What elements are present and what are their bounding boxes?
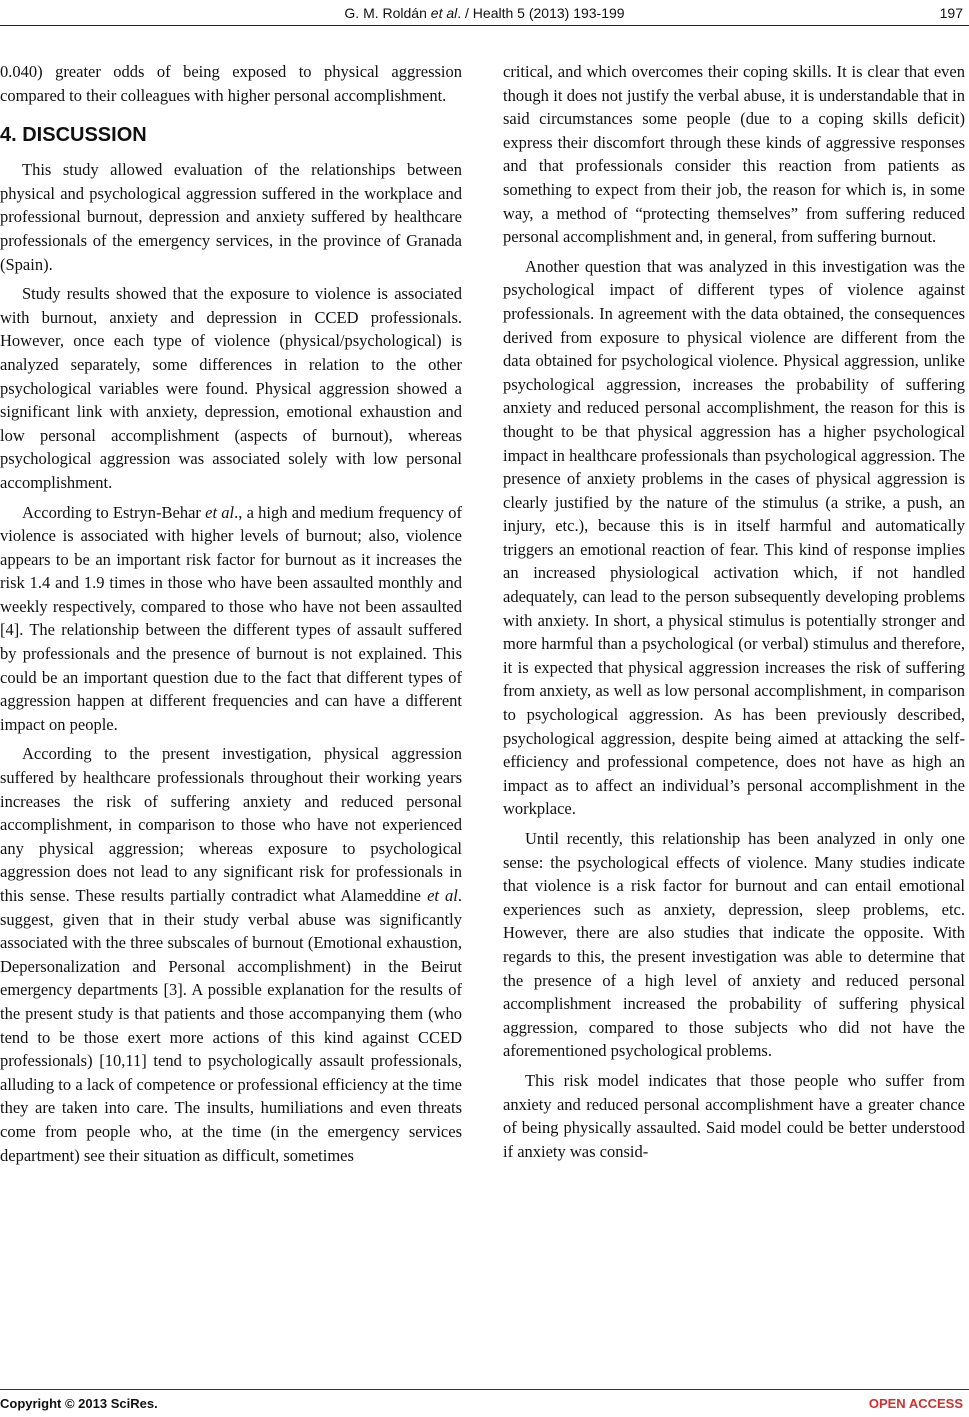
paragraph-continued: 0.040) greater odds of being exposed to physical aggression compared to their colleagues with higher personal accomplishment.: [0, 62, 462, 105]
left-column: [0, 60, 462, 1173]
paragraph: According to Estryn-Behar et al., a high and medium frequency of violence is associated with higher levels of burnout; also, violence appears to be an important risk factor for burnout as it increases the risk 1.4 and 1.9 times in those who have been assaulted monthly and weekly respectively, compared to those who have not been assaulted [4]. The relationship between the different types of assault suffered by professionals and the presence of burnout is not explained. This could be an important question due to the fact that different types of aggression happen at different frequencies and can have a different impact on people.: [0, 502, 463, 734]
running-title: G. M. Roldán et al. / Health 5 (2013) 193-199: [344, 5, 625, 21]
page-number: 197: [939, 5, 963, 21]
paragraph: This risk model indicates that those people who suffer from anxiety and reduced personal accomplishment have a greater chance of being physically assaulted. Said model could be better understood if anxiety was consid-: [503, 1070, 965, 1161]
open-access-label: OPEN ACCESS: [868, 1396, 963, 1411]
paragraph: According to the present investigation, physical aggression suffered by healthcare professionals throughout their working years increases the risk of suffering anxiety and reduced personal accomplishment, in comparison to those who have not experienced any physical aggression; whereas exposure to psychological aggression does not lead to any significant risk for professionals in this sense. These results partially contradict what Alameddine et al. suggest, given that in their study verbal abuse was significantly associated with the three subscales of burnout (Emotional exhaustion, Depersonalization and Personal accomplishment) in the Beirut emergency departments [3]. A possible explanation for the results of the present study is that patients and those accompanying them (who tend to be those exert more actions of this kind against CCED professionals) [10,11] tend to psychologically assault professionals, alluding to a lack of competence or professional efficiency at the time they are taken into care. The insults, humiliations and even threats come from people who, at the time (in the emergency services department) see their situation as difficult, sometimes: [0, 744, 462, 1165]
paragraph: Another question that was analyzed in this investigation was the psychological impact of different types of violence against professionals. In agreement with the data obtained, the consequences derived from exposure to physical violence are different from the data obtained for psychological violence. Physical aggression, unlike psychological aggression, increases the probability of suffering anxiety and reduced personal accomplishment, the reason for this is thought to be that physical aggression has a higher psychological impact in healthcare professionals than psychological aggression. The presence of anxiety problems in the cases of physical aggression is clearly justified by the nature of the stimulus (a strike, a push, an injury, etc.), because this is in itself harmful and automatically triggers an emotional reaction of fear. This kind of response implies an increased physiological activation which, if not handled adequately, can lead to the person subsequently developing problems with anxiety. In short, a physical stimulus is potentially stronger and more harmful than a psychological (or verbal) stimulus and therefore, it is expected that physical aggression increases the risk of suffering from anxiety, as well as low personal accomplishment, in comparison to psychological aggression. As has been previously described, psychological aggression, despite being aimed at attacking the self-efficiency and professional competence, does not have as high an impact as to affect an individual’s personal accomplishment in the workplace.: [503, 256, 965, 819]
header-rule: [0, 25, 969, 26]
right-column: [503, 60, 965, 1169]
running-header: [0, 2, 969, 24]
section-heading: 4. DISCUSSION: [0, 124, 147, 147]
footer-rule: [0, 1389, 969, 1390]
copyright-text: Copyright © 2013 SciRes.: [0, 1396, 158, 1411]
paragraph-continued: critical, and which overcomes their coping skills. It is clear that even though it does not justify the verbal abuse, it is understandable that in said circumstances some people (due to a coping skills deficit) express their discomfort through these kinds of aggressive responses and that professionals consider this reaction from patients as something to expect from their job, the reason for which is, in some way, a method of “protecting themselves” from suffering reduced personal accomplishment and, in general, from suffering burnout.: [503, 62, 965, 247]
page-footer: [0, 1396, 969, 1416]
paragraph: Until recently, this relationship has been analyzed in only one sense: the psychological effects of violence. Many studies indicate that violence is a risk factor for burnout and can entail emotional experiences such as anxiety, depression, sleep problems, etc. However, there are also studies that indicate the opposite. With regards to this, the present investigation was able to determine that the presence of a high level of anxiety and reduced personal accomplishment increased the probability of suffering physical aggression, compared to those subjects who did not have the aforementioned psychological problems.: [503, 829, 965, 1061]
paragraph: This study allowed evaluation of the relationships between physical and psychological aggression suffered in the workplace and professional burnout, depression and anxiety suffered by healthcare professionals of the emergency services, in the province of Granada (Spain).: [0, 160, 462, 274]
paragraph: Study results showed that the exposure to violence is associated with burnout, anxiety and depression in CCED professionals. However, once each type of violence (physical/psychological) is analyzed separately, some differences in relation to the other psychological variables were found. Physical aggression showed a significant link with anxiety, depression, emotional exhaustion and low personal accomplishment (aspects of burnout), whereas psychological aggression was associated solely with low personal accomplishment.: [0, 284, 462, 492]
